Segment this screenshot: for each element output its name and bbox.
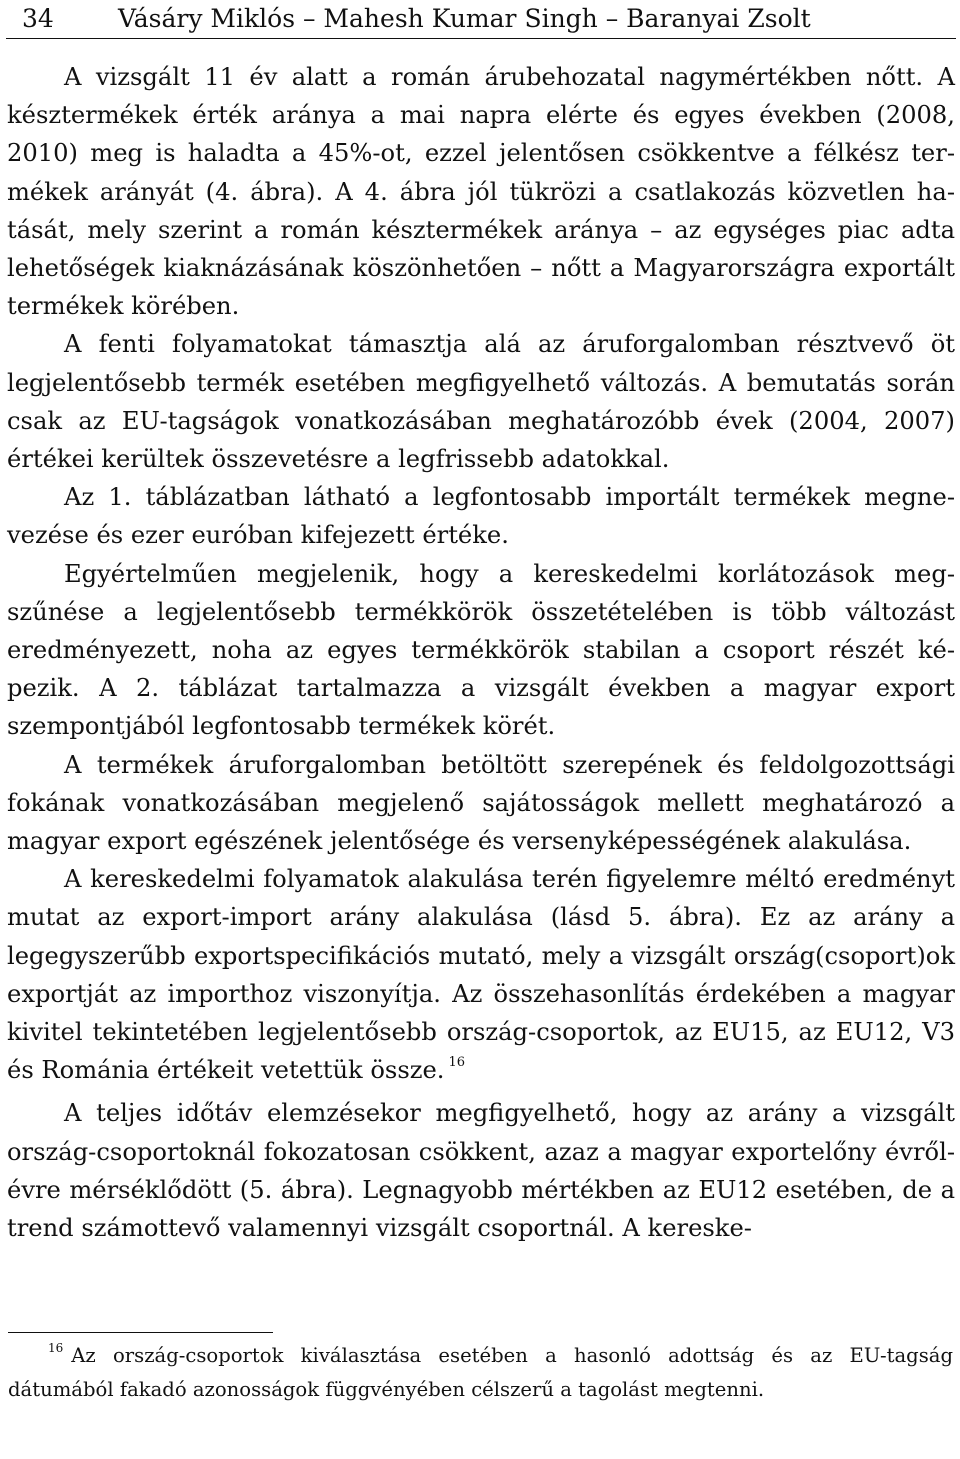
footnote-reference[interactable]: 16 <box>448 1055 466 1071</box>
footnote-divider <box>8 1332 273 1333</box>
paragraph: Egyértelműen megjelenik, hogy a kereskedelmi korlátozások megszűnése a legjelentősebb termékkörök összetételében is több változást eredményezett, noha az egyes termékkörök stabilan a csoport részét képezik. A 2. táblázat tartalmazza a vizsgált években a magyar export szempontjából legfontosabb termékek körét. <box>7 559 955 741</box>
paragraph: A teljes időtáv elemzésekor megfigyelhető, hogy az arány a vizsgált ország-csoportoknál fokozatosan csökkent, azaz a magyar exportelőny évről-évre mérséklődött (5. ábra). Legnagyobb mértékben az EU12 esetében, de a trend számottevő valamennyi vizsgált csoportnál. A kereske- <box>7 1099 955 1243</box>
footnote-number: 16 <box>48 1341 64 1355</box>
paragraph: A fenti folyamatokat támasztja alá az áruforgalomban résztvevő öt legjelentősebb termék esetében megfigyelhető változás. A bemutatás során csak az EU-tagságok vonatkozásában meghatározóbb évek (2004, 2007) értékei kerültek összevetésre a legfrissebb adatokkal. <box>7 330 955 474</box>
body-text <box>7 58 955 1247</box>
footnote <box>8 1340 953 1405</box>
page-header <box>6 4 956 39</box>
running-head: Vásáry Miklós – Mahesh Kumar Singh – Baranyai Zsolt <box>118 4 811 33</box>
paragraph: A termékek áruforgalomban betöltött szerepének és feldolgozottsági fokának vonatkozásában megjelenő sajátosságok mellett meghatározó a magyar export egészének jelentősége és versenyképességének alakulása. <box>7 750 955 856</box>
page-number: 34 <box>22 4 54 33</box>
paragraph <box>7 860 955 1094</box>
paragraph-text: A kereskedelmi folyamatok alakulása terén figyelemre méltó eredményt mutat az export-import arány alakulása (lásd 5. ábra). Ez az arány a legegyszerűbb exportspecifikációs mutató, mely a vizsgált ország(csoport)ok exportját az importhoz viszonyítja. Az összehasonlítás érdekében a magyar kivitel tekintetében legjelentősebb ország-csoportok, az EU15, az EU12, V3 és Románia értékeit vetettük össze. <box>7 865 955 1085</box>
footnote-text: Az ország-csoportok kiválasztása esetében a hasonló adottság és az EU-tagság dátumából fakadó azonosságok függvényében célszerű a tagolást megtenni. <box>8 1344 953 1401</box>
paragraph: Az 1. táblázatban látható a legfontosabb importált termékek megnevezése és ezer euróban kifejezett értéke. <box>7 483 955 550</box>
paragraph: A vizsgált 11 év alatt a román árubehozatal nagymértékben nőtt. A késztermékek érték aránya a mai napra elérte és egyes években (2008, 2010) meg is haladta a 45%-ot, ezzel jelentősen csökkentve a félkész termékek arányát (4. ábra). A 4. ábra jól tükrözi a csatlakozás közvetlen hatását, mely szerint a román késztermékek aránya – az egységes piac adta lehetőségek kiaknázásának köszönhetően – nőtt a Magyarországra exportált termékek körében. <box>7 63 955 321</box>
